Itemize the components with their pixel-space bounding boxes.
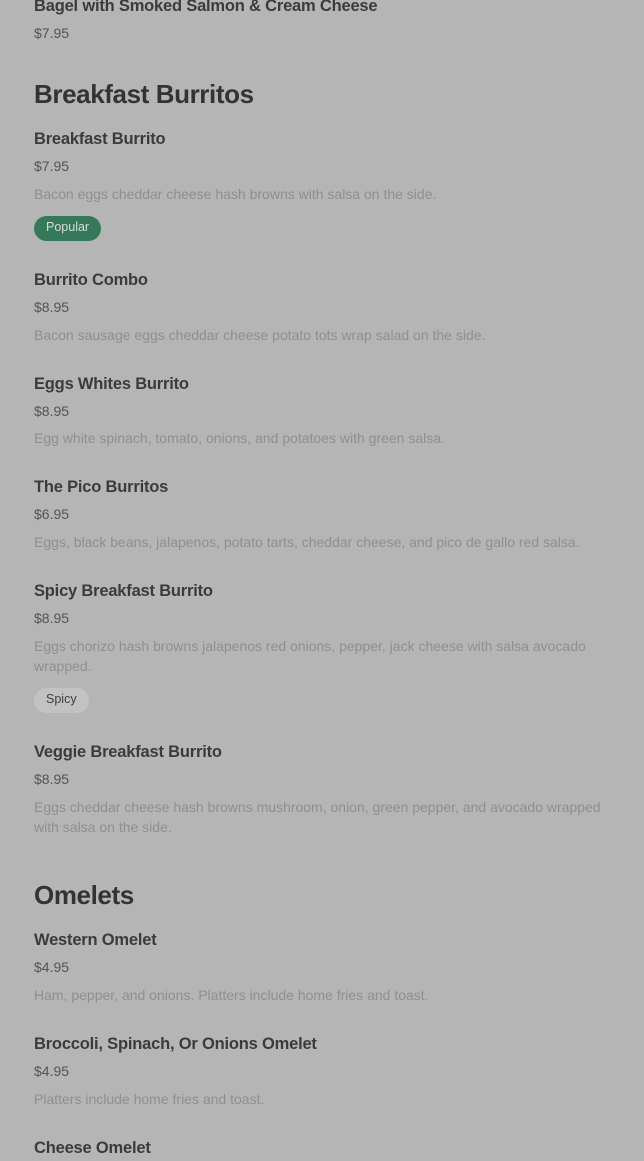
- menu-section: [34, 80, 610, 837]
- section-heading: Breakfast Burritos: [34, 78, 254, 109]
- item-title: Bagel with Smoked Salmon & Cream Cheese: [34, 0, 378, 15]
- item-price: $6.95: [34, 506, 70, 523]
- menu-item[interactable]: [34, 375, 610, 449]
- item-title: Burrito Combo: [34, 270, 148, 289]
- menu-item[interactable]: [34, 743, 610, 837]
- menu-item[interactable]: [34, 582, 610, 713]
- menu-item[interactable]: [34, 1035, 610, 1109]
- item-description: Egg white spinach, tomato, onions, and potatoes with green salsa.: [34, 430, 445, 447]
- item-price: $4.95: [34, 959, 70, 976]
- item-description: Platters include home fries and toast.: [34, 1090, 265, 1107]
- item-title: Veggie Breakfast Burrito: [34, 742, 222, 761]
- menu-item[interactable]: [34, 1139, 610, 1158]
- item-title: Breakfast Burrito: [34, 130, 166, 149]
- item-title: Broccoli, Spinach, Or Onions Omelet: [34, 1034, 317, 1053]
- item-title: Western Omelet: [34, 931, 157, 950]
- item-description: Eggs chorizo hash browns jalapenos red onions, pepper, jack cheese with salsa avocado wrapped.: [34, 638, 586, 675]
- item-price: $8.95: [34, 610, 70, 627]
- menu-item[interactable]: [34, 271, 610, 345]
- menu-item[interactable]: [34, 0, 610, 42]
- menu-section: [34, 881, 610, 1158]
- item-description: Eggs, black beans, jalapenos, potato tarts, cheddar cheese, and pico de gallo red salsa.: [34, 534, 580, 551]
- item-description: Bacon eggs cheddar cheese hash browns with salsa on the side.: [34, 186, 437, 203]
- item-price: $8.95: [34, 402, 70, 419]
- item-description: Bacon sausage eggs cheddar cheese potato tots wrap salad on the side.: [34, 326, 486, 343]
- item-price: $8.95: [34, 298, 70, 315]
- item-badge-spicy: Spicy: [34, 688, 89, 713]
- item-title: Cheese Omelet: [34, 1138, 151, 1157]
- menu-item[interactable]: [34, 931, 610, 1005]
- item-description: Eggs cheddar cheese hash browns mushroom, onion, green pepper, and avocado wrapped with salsa on the side.: [34, 798, 601, 835]
- item-title: Eggs Whites Burrito: [34, 374, 189, 393]
- menu-item[interactable]: [34, 130, 610, 241]
- item-badge-popular: Popular: [34, 216, 101, 241]
- section-items: [34, 931, 610, 1158]
- item-title: The Pico Burritos: [34, 478, 169, 497]
- section-heading: Omelets: [34, 879, 134, 910]
- item-price: $7.95: [34, 158, 70, 175]
- section-items: [34, 130, 610, 836]
- item-price: $8.95: [34, 770, 70, 787]
- item-price: $4.95: [34, 1062, 70, 1079]
- item-price: $7.95: [34, 24, 70, 41]
- menu-sections: [34, 80, 610, 1158]
- item-title: Spicy Breakfast Burrito: [34, 582, 213, 601]
- item-description: Ham, pepper, and onions. Platters include home fries and toast.: [34, 986, 429, 1003]
- menu-item[interactable]: [34, 478, 610, 552]
